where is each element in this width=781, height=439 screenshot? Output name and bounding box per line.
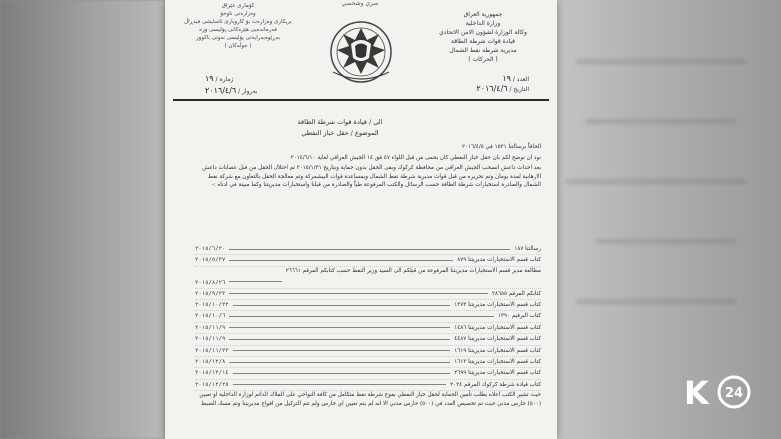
header-arabic-line: وزارة الداخلية [465, 20, 501, 27]
reference-row [195, 244, 541, 255]
header-arabic-line: قيادة قوات شرطة الطاقة [451, 38, 515, 45]
reference-dash [229, 260, 453, 261]
reference-text: مطالعة مدير قسم الاستخبارات مديريتنا المرفوعة من قبلكم الى السيد وزير النفط حسب كتابكم المرقم ٢٦٦٦١ [285, 267, 541, 274]
reference-dash [233, 350, 451, 351]
reference-row [195, 334, 541, 345]
reference-row [195, 300, 541, 311]
number-label: ژماره / [215, 76, 234, 83]
reference-row [195, 368, 541, 379]
body-paragraph: نود ان نوضح لكم بان حقل خباز النفطي كان يحمى من قبل اللواء ٤٧ فق ١٤ الجيش العراقي لغاية ٢٠١٤/٦/١٠ [290, 154, 541, 161]
reference-text: كتاب قسم الاستخبارات مديريتنا ٤٤٨٧ [454, 336, 541, 343]
reference-date: ٢٠١٥/١٠/٦ [195, 313, 226, 320]
reference-date: ٢٠١٥/١٠/٢٢ [195, 301, 229, 308]
reference-row [195, 323, 541, 334]
reference-dash [229, 316, 494, 317]
date-value: ٢٠١٦/٤/٦ [205, 86, 237, 95]
reference-date: ٢٠١٥/٦/٢٠ [195, 246, 226, 252]
reference-text: كتاب قسم الاستخبارات مديريتنا ٢٦٩٩ [454, 370, 541, 377]
number-label: العدد / [512, 76, 529, 83]
reference-date: ٢٠١٥/٩/٢٣ [195, 290, 226, 297]
reference-date: ٢٠١٥/١٢/٨ [195, 358, 226, 365]
reference-row [195, 255, 541, 266]
reference-text: كتاب قسم الاستخبارات مديريتنا ١٣٧٣ [454, 301, 541, 308]
reference-date: ٢٠١٥/١٢/٢٥ [195, 381, 229, 388]
date-label: بەروار / [238, 88, 258, 95]
reference-date: ٢٠١٥/١١/٩ [195, 324, 226, 331]
document-number-ar [502, 74, 529, 83]
reference-row [195, 380, 541, 391]
document-date-ku [205, 86, 257, 95]
reference-date: ٢٠١٥/١٢/١٤ [195, 370, 229, 377]
document-number-ku [205, 74, 233, 83]
background-blur-left [0, 0, 165, 439]
official-letter [165, 0, 557, 439]
reference-text: كتاب قسم الاستخبارات مديريتنا ١٦١٩ [454, 347, 541, 354]
reference-dash [229, 327, 450, 328]
date-value: ٢٠١٦/٤/٦ [476, 84, 508, 93]
reference-text: كتابكم المرقم ٢٨٦٥٥ [492, 290, 541, 297]
reference-row [195, 289, 541, 300]
classification-label: سري وشخصي [341, 0, 379, 7]
reference-date: ٢٠١٥/١١/٢٣ [195, 347, 229, 354]
document-date-ar [476, 84, 529, 93]
logo-number: 24 [725, 386, 744, 401]
header-divider [173, 99, 549, 101]
header-arabic-line: جمهورية العراق [463, 11, 503, 18]
number-value: ١٩ [205, 74, 214, 83]
reference-dash [229, 362, 450, 363]
reference-dash [229, 249, 510, 250]
header-arabic-line: مديرية شرطة نفط الشمال [449, 47, 517, 54]
closing-paragraph: حيث تشير الكتب اعلاه بطلب تأمين الحماية لحقل خباز النفطي بفوج شرطة نفط متكامل من كافة النواحي على الملاك الدائم لوزارة الداخلية او تعيين (٥٠٠) حارس مدني حيث تم تخصيص العدد في (٥٠٠) حارس مدني الا انه لم يتم تعيين اي حارس ولم تتم التركيل من افواج مديريتنا وتم مسك الضبط [199, 392, 541, 407]
header-kurdish-line: فەرماندەیی هێزەکانی پۆلیسی وزە [199, 27, 277, 33]
reference-date: ٢٠١٥/١١/٩ [195, 336, 226, 343]
header-arabic [423, 10, 543, 64]
reference-row [195, 357, 541, 368]
header-kurdish-line: كۆماری عێراق [221, 3, 255, 9]
number-value: ١٩ [502, 74, 511, 83]
reference-date: ٢٠١٥/٥/٣٧ [195, 257, 226, 264]
date-label: التاريخ / [509, 86, 529, 93]
header-kurdish-line: بەڕێوەبەرایەتی پۆلیسی نەوتی باکوور [195, 35, 281, 41]
header-arabic-line: ( الحركات ) [468, 56, 498, 63]
reference-dash [229, 339, 450, 340]
reference-date: ٢٠١٥/٨/٢٦ [195, 279, 226, 286]
reference-list [195, 244, 541, 391]
reference-dash [233, 373, 451, 374]
letter-body [201, 143, 541, 192]
reference-row [195, 267, 541, 289]
reference-text: كتاب البرقيم ١٣٩٠ [497, 313, 541, 320]
reference-dash [229, 293, 488, 294]
logo-letter: K [684, 374, 709, 410]
body-paragraph: الحاقاً برسالتنا ١٥٢١ في ٢٠١٦/٤/٥ [461, 144, 541, 150]
reference-row [195, 346, 541, 357]
reference-text: كتاب قسم الاستخبارات مديريتنا ١٤٨٦ [454, 324, 541, 331]
header-kurdish-line: بریکاری وەزارەت بۆ کاروباری ئاسایشی فیدڕاڵ [184, 19, 292, 25]
k24-logo-icon [684, 374, 760, 410]
subject-line: الموضوع / حقل خباز النفطي [301, 129, 379, 137]
reference-dash [233, 305, 451, 306]
header-kurdish-line: وەزارەتی ناوخۆ [220, 11, 256, 17]
header-arabic-line: وكالة الوزارة لشؤون الامن الاتحادي [439, 29, 527, 36]
body-paragraph: بعد احداث داعش انسحب الجيش العراقي من محافظة كركوك وبقى الحقل بدون حماية وبتاريخ ٢٠١٥/١/٣١ تم احتلال الحقل من قبل عصابات داعش الارهابية لمدة يومان وتم تحريره من قبل قوات مديرية شرطة نفط الشمال وبمساعدة قوات البيشمركة وتم معالجة الحقل بالتعاون مع شركة نفط الشمال والصادرة استخبارات شرطة الطاقة حسب الرسائل والكتب المرفوعة طياً والصادرة من قبلنا واستخبارات مديريتنا وكما مبينة في ادناه :- [202, 165, 541, 189]
reference-text: كتاب قيادة شرطة كركوك المرقم ٢٠٢٤ [450, 381, 541, 388]
header-kurdish-line: ( جوڵەکان ) [224, 43, 252, 49]
reference-dash [233, 384, 446, 385]
addressee: الى / قيادة قوات شرطة الطاقة [297, 118, 383, 126]
police-emblem-icon [317, 14, 405, 90]
reference-dash [229, 281, 281, 282]
reference-text: رسالتنا ١٨٧ [514, 246, 541, 252]
reference-text: كتاب قسم الاستخبارات مديريتنا ١٦١٣ [454, 358, 541, 365]
reference-row [195, 311, 541, 322]
reference-text: كتاب قسم الاستخبارات مديريتنا ٨٧٩ [457, 257, 541, 264]
letter-closing [189, 391, 541, 410]
header-kurdish [179, 2, 297, 50]
